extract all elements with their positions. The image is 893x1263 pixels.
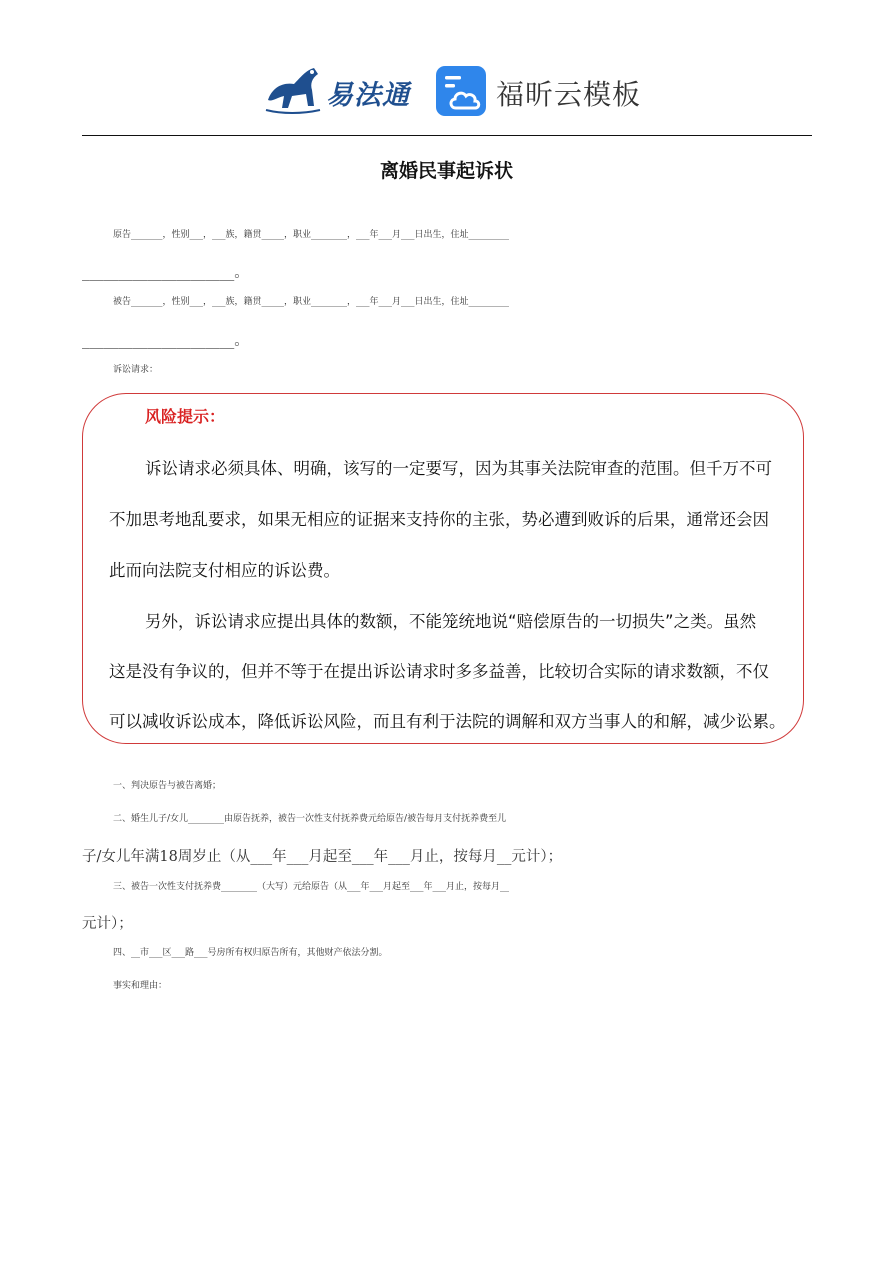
document-header	[0, 0, 893, 136]
logo-foxit-template-text: 福昕云模板	[496, 78, 642, 111]
claim-item-3-line2: 元计）；	[82, 916, 133, 932]
risk-notice-line: 可以减收诉讼成本，降低诉讼风险，而且有利于法院的调解和双方当事人的和解，减少讼累。	[109, 712, 786, 731]
claims-heading: 诉讼请求：	[113, 365, 159, 375]
risk-notice-line: 这是没有争议的，但并不等于在提出诉讼请求时多多益善，比较切合实际的请求数额，不仅	[109, 662, 769, 681]
claim-item-2-line2: 子/女儿年满18周岁止（从___年___月起至___年___月止，按每月__元计）；	[82, 849, 563, 865]
risk-notice-line: 此而向法院支付相应的诉讼费。	[109, 561, 340, 580]
risk-notice-line: 不加思考地乱要求，如果无相应的证据来支持你的主张，势必遭到败诉的后果，通常还会因	[109, 510, 769, 529]
claim-item-1: 一、判决原告与被告离婚；	[113, 781, 222, 791]
risk-notice-box	[82, 393, 804, 744]
logo-yifatong-text: 易法通	[326, 80, 410, 111]
risk-notice-title: 风险提示：	[145, 407, 226, 426]
defendant-info-line1: 被告_______，性别___，___族，籍贯_____，职业________，___年___月___日出生，住址_________	[113, 297, 510, 307]
claim-item-4: 四、__市___区___路___号房所有权归原告所有，其他财产依法分割。	[113, 948, 388, 958]
claim-item-3-line1: 三、被告一次性支付抚养费________（大写）元给原告（从___年___月起至___年___月止，按每月__	[113, 882, 510, 892]
plaintiff-info-line2: _____________________。	[82, 265, 249, 281]
cloud-document-icon	[436, 66, 486, 116]
claim-item-2-line1: 二、婚生儿子/女儿________由原告抚养，被告一次性支付抚养费元给原告/被告每月支付抚养费至儿	[113, 814, 507, 824]
facts-heading: 事实和理由：	[113, 981, 168, 991]
risk-notice-line: 诉讼请求必须具体、明确，该写的一定要写，因为其事关法院审查的范围。但千万不可	[145, 459, 772, 478]
header-divider	[82, 135, 812, 136]
document-title: 离婚民事起诉状	[379, 160, 513, 182]
risk-notice-line: 另外，诉讼请求应提出具体的数额，不能笼统地说“赔偿原告的一切损失”之类。虽然	[145, 612, 757, 631]
defendant-info-line2: _____________________。	[82, 333, 249, 349]
plaintiff-info-line1: 原告_______，性别___，___族，籍贯_____，职业________，___年___月___日出生，住址_________	[113, 230, 510, 240]
